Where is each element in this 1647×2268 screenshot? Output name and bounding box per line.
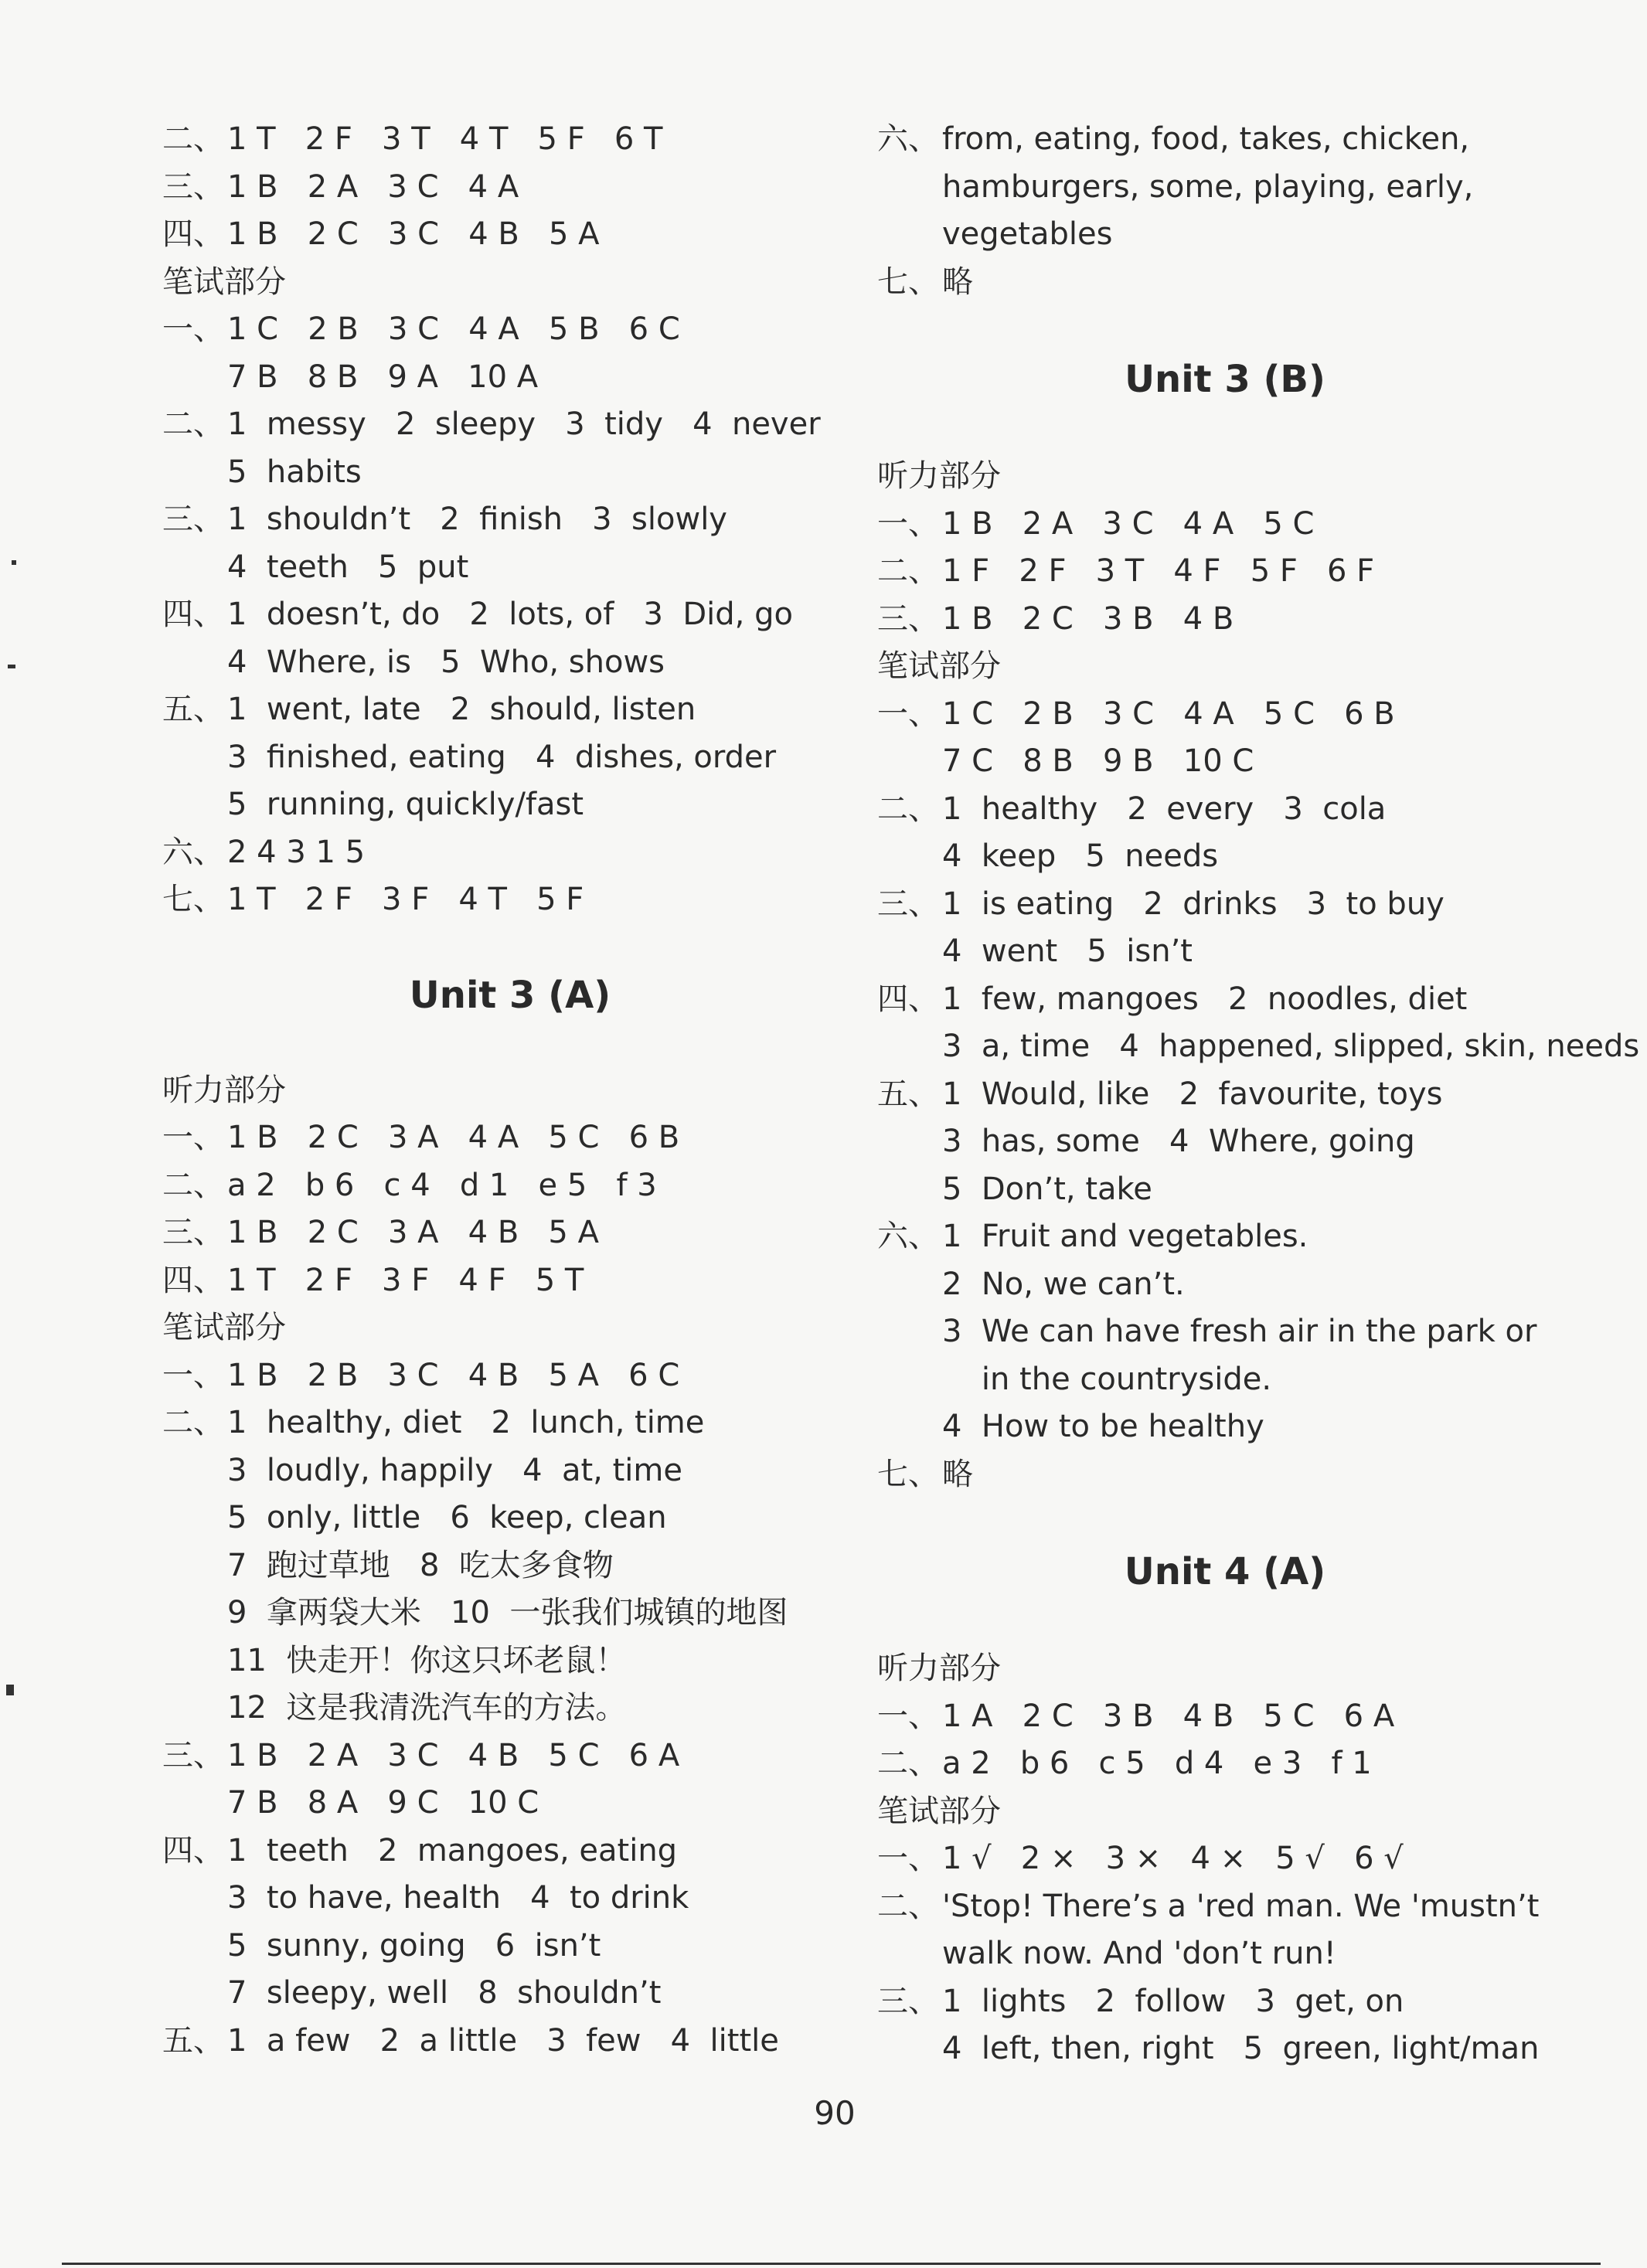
- answer-text: 7 sleepy, well 8 shouldn’t: [227, 1975, 662, 2011]
- answer-line: [162, 1875, 858, 1923]
- question-number: 四、: [162, 1262, 224, 1298]
- answer-line: [162, 1352, 858, 1400]
- answer-line: [877, 1356, 1573, 1404]
- question-number: 三、: [877, 1983, 939, 2019]
- answer-text: 3 finished, eating 4 dishes, order: [227, 739, 777, 775]
- page-number: 90: [814, 2094, 856, 2132]
- answer-text: 1 lights 2 follow 3 get, on: [942, 1983, 1404, 2019]
- answer-text: 1 B 2 C 3 A 4 A 5 C 6 B: [227, 1120, 680, 1155]
- answer-line: [877, 2025, 1573, 2073]
- answer-line: [877, 211, 1573, 259]
- answer-text: from, eating, food, takes, chicken,: [942, 121, 1470, 157]
- scan-mark: [6, 1685, 14, 1695]
- answer-line: [877, 259, 1573, 307]
- answer-line: [162, 1780, 858, 1828]
- unit-title: Unit 4 (A): [1124, 1550, 1326, 1593]
- answer-text: 5 Don’t, take: [942, 1171, 1152, 1207]
- answer-text: 1 C 2 B 3 C 4 A 5 B 6 C: [227, 311, 680, 347]
- answer-line: [877, 501, 1573, 549]
- question-number: 三、: [162, 168, 224, 205]
- section-heading-text: 听力部分: [162, 1072, 286, 1108]
- answer-line: [877, 1118, 1573, 1166]
- answer-text: 7 B 8 A 9 C 10 C: [227, 1785, 539, 1821]
- answer-line: [162, 1732, 858, 1780]
- answer-line: [162, 781, 858, 829]
- answer-text: 11 快走开！你这只坏老鼠！: [227, 1642, 627, 1678]
- answer-text: 3 We can have fresh air in the park or: [942, 1314, 1537, 1349]
- answer-text: 2 4 3 1 5: [227, 834, 366, 870]
- answer-line: [877, 1308, 1573, 1356]
- left-column: [162, 116, 858, 2065]
- answer-line: [162, 544, 858, 592]
- answer-text: 12 这是我清洗汽车的方法。: [227, 1690, 627, 1726]
- answer-line: [162, 1257, 858, 1305]
- answer-line: [162, 1923, 858, 1970]
- answer-text: 1 healthy, diet 2 lunch, time: [227, 1405, 705, 1440]
- answer-line: [162, 354, 858, 402]
- answer-line: [877, 1740, 1573, 1788]
- answer-text: 1 teeth 2 mangoes, eating: [227, 1832, 678, 1868]
- answer-line: [877, 1451, 1573, 1499]
- answer-line: [877, 1261, 1573, 1309]
- answer-text: 3 has, some 4 Where, going: [942, 1124, 1415, 1159]
- answer-text: 4 keep 5 needs: [942, 838, 1219, 874]
- question-number: 一、: [877, 695, 939, 732]
- answer-line: [877, 548, 1573, 596]
- section-heading-text: 听力部分: [877, 458, 1001, 494]
- answer-text: 1 √ 2 × 3 × 4 × 5 √ 6 √: [942, 1841, 1404, 1876]
- answer-text: 7 跑过草地 8 吃太多食物: [227, 1547, 614, 1583]
- answer-line: [162, 1637, 858, 1685]
- question-number: 一、: [162, 311, 224, 347]
- answer-line: [162, 1494, 858, 1542]
- section-heading-text: 笔试部分: [877, 1793, 1001, 1829]
- question-number: 六、: [162, 834, 224, 870]
- section-heading: [877, 453, 1573, 501]
- answer-line: [877, 881, 1573, 929]
- question-number: 五、: [162, 692, 224, 727]
- answer-line: [877, 1883, 1573, 1931]
- answer-text: 7 C 8 B 9 B 10 C: [942, 743, 1254, 779]
- answer-line: [877, 738, 1573, 786]
- answer-text: 1 B 2 B 3 C 4 B 5 A 6 C: [227, 1357, 680, 1393]
- answer-text: 1 T 2 F 3 F 4 F 5 T: [227, 1262, 584, 1298]
- question-number: 二、: [877, 553, 939, 589]
- question-number: 一、: [877, 1698, 939, 1734]
- answer-line: [877, 1693, 1573, 1741]
- question-number: 三、: [877, 886, 939, 922]
- answer-line: [877, 976, 1573, 1024]
- section-heading: [877, 1645, 1573, 1693]
- answer-line: [877, 1930, 1573, 1978]
- answer-text: walk now. And 'don’t run!: [942, 1936, 1336, 1971]
- answer-text: 1 messy 2 sleepy 3 tidy 4 never: [227, 406, 821, 442]
- section-heading-text: 笔试部分: [162, 264, 286, 300]
- question-number: 二、: [162, 1405, 224, 1440]
- answer-line: [162, 639, 858, 687]
- answer-text: 'Stop! There’s a 'red man. We 'mustn’t: [942, 1888, 1540, 1924]
- answer-text: 1 B 2 A 3 C 4 A: [227, 168, 519, 205]
- answer-line: [877, 116, 1573, 164]
- question-number: 二、: [162, 406, 224, 442]
- answer-line: [162, 1162, 858, 1210]
- answer-text: 3 loudly, happily 4 at, time: [227, 1452, 682, 1488]
- question-number: 二、: [877, 1888, 939, 1924]
- answer-text: in the countryside.: [942, 1361, 1272, 1397]
- answer-text: 1 C 2 B 3 C 4 A 5 C 6 B: [942, 695, 1395, 732]
- question-number: 一、: [162, 1120, 224, 1155]
- section-heading-text: 听力部分: [877, 1651, 1001, 1686]
- section-heading-text: 笔试部分: [877, 648, 1001, 684]
- bottom-rule: [62, 2263, 1601, 2265]
- answer-text: a 2 b 6 c 4 d 1 e 5 f 3: [227, 1167, 657, 1203]
- answer-text: 1 few, mangoes 2 noodles, diet: [942, 981, 1468, 1017]
- answer-text: 3 a, time 4 happened, slipped, skin, needs: [942, 1029, 1640, 1064]
- answer-text: 1 B 2 C 3 C 4 B 5 A: [227, 216, 600, 252]
- answer-text: 1 Fruit and vegetables.: [942, 1219, 1308, 1254]
- answer-text: a 2 b 6 c 5 d 4 e 3 f 1: [942, 1746, 1372, 1781]
- answer-line: [162, 1542, 858, 1590]
- answer-line: [877, 833, 1573, 881]
- unit-title: Unit 3 (B): [1125, 358, 1325, 401]
- answer-line: [162, 1590, 858, 1637]
- answer-text: 略: [942, 264, 973, 300]
- answer-text: 4 went 5 isn’t: [942, 933, 1193, 969]
- question-number: 五、: [877, 1076, 939, 1112]
- answer-text: 4 teeth 5 put: [227, 549, 469, 585]
- scan-mark: [12, 560, 16, 565]
- answer-text: 1 doesn’t, do 2 lots, of 3 Did, go: [227, 597, 793, 632]
- answer-line: [162, 164, 858, 212]
- question-number: 七、: [162, 882, 224, 917]
- answer-text: 5 sunny, going 6 isn’t: [227, 1927, 601, 1964]
- question-number: 四、: [162, 1832, 224, 1868]
- answer-text: 5 habits: [227, 454, 362, 490]
- answer-text: 1 T 2 F 3 F 4 T 5 F: [227, 882, 584, 917]
- answer-line: [162, 2018, 858, 2066]
- question-number: 六、: [877, 121, 939, 157]
- question-number: 七、: [877, 1456, 939, 1492]
- answer-text: 1 B 2 C 3 B 4 B: [942, 600, 1234, 637]
- answer-line: [162, 591, 858, 639]
- answer-line: [162, 1828, 858, 1875]
- answer-text: 1 T 2 F 3 T 4 T 5 F 6 T: [227, 121, 663, 157]
- scan-mark: [8, 665, 15, 668]
- question-number: 三、: [877, 600, 939, 637]
- answer-line: [162, 1685, 858, 1732]
- answer-line: [877, 1978, 1573, 2026]
- section-heading: [877, 1788, 1573, 1836]
- answer-text: 4 Where, is 5 Who, shows: [227, 644, 665, 680]
- answer-text: 1 A 2 C 3 B 4 B 5 C 6 A: [942, 1698, 1395, 1734]
- answer-text: 4 left, then, right 5 green, light/man: [942, 2031, 1540, 2066]
- answer-text: 5 only, little 6 keep, clean: [227, 1500, 667, 1535]
- answer-line: [162, 116, 858, 164]
- answer-line: [162, 1209, 858, 1257]
- answer-text: 4 How to be healthy: [942, 1409, 1264, 1444]
- answer-text: 2 No, we can’t.: [942, 1266, 1185, 1302]
- answer-text: 5 running, quickly/fast: [227, 787, 584, 822]
- question-number: 二、: [877, 791, 939, 827]
- answer-line: [877, 1403, 1573, 1451]
- question-number: 一、: [162, 1357, 224, 1393]
- question-number: 四、: [162, 216, 224, 252]
- question-number: 六、: [877, 1219, 939, 1254]
- question-number: 二、: [162, 1167, 224, 1203]
- answer-line: [162, 496, 858, 544]
- answer-text: hamburgers, some, playing, early,: [942, 168, 1474, 205]
- answer-line: [162, 211, 858, 259]
- answer-text: 1 healthy 2 every 3 cola: [942, 791, 1387, 827]
- question-number: 三、: [162, 502, 224, 537]
- question-number: 七、: [877, 264, 939, 300]
- answer-text: 1 went, late 2 should, listen: [227, 692, 696, 727]
- section-heading: [162, 1304, 858, 1352]
- answer-line: [877, 164, 1573, 212]
- answer-text: 1 a few 2 a little 3 few 4 little: [227, 2022, 779, 2059]
- section-heading: [162, 259, 858, 307]
- answer-text: 1 shouldn’t 2 finish 3 slowly: [227, 502, 727, 537]
- answer-line: [877, 1071, 1573, 1119]
- answer-line: [162, 876, 858, 924]
- answer-text: 1 F 2 F 3 T 4 F 5 F 6 F: [942, 553, 1375, 589]
- answer-line: [877, 1166, 1573, 1214]
- answer-text: 1 B 2 A 3 C 4 B 5 C 6 A: [227, 1737, 680, 1773]
- question-number: 四、: [877, 981, 939, 1017]
- question-number: 四、: [162, 597, 224, 632]
- answer-line: [162, 1447, 858, 1495]
- question-number: 三、: [162, 1737, 224, 1773]
- answer-line: [162, 1399, 858, 1447]
- answer-line: [877, 928, 1573, 976]
- answer-line: [162, 449, 858, 497]
- question-number: 二、: [877, 1746, 939, 1781]
- answer-line: [162, 686, 858, 734]
- answer-line: [877, 1023, 1640, 1071]
- answer-line: [877, 1213, 1573, 1261]
- answer-line: [162, 1114, 858, 1162]
- answer-line: [877, 1835, 1573, 1883]
- answer-line: [162, 1970, 858, 2018]
- question-number: 五、: [162, 2022, 224, 2059]
- answer-line: [877, 691, 1573, 739]
- answer-text: 1 is eating 2 drinks 3 to buy: [942, 886, 1445, 922]
- question-number: 二、: [162, 121, 224, 157]
- answer-text: 9 拿两袋大米 10 一张我们城镇的地图: [227, 1595, 788, 1630]
- answer-line: [162, 829, 858, 877]
- answer-text: vegetables: [942, 216, 1113, 252]
- question-number: 一、: [877, 1841, 939, 1876]
- unit-title: Unit 3 (A): [409, 973, 611, 1017]
- question-number: 一、: [877, 505, 939, 542]
- section-heading-text: 笔试部分: [162, 1310, 286, 1345]
- section-heading: [162, 1067, 858, 1115]
- right-column: [877, 116, 1640, 2073]
- answer-text: 1 Would, like 2 favourite, toys: [942, 1076, 1443, 1112]
- answer-line: [162, 401, 858, 449]
- answer-line: [162, 734, 858, 782]
- answer-text: 1 B 2 A 3 C 4 A 5 C: [942, 505, 1315, 542]
- answer-line: [877, 596, 1573, 644]
- answer-line: [877, 786, 1573, 834]
- answer-text: 1 B 2 C 3 A 4 B 5 A: [227, 1215, 599, 1250]
- section-heading: [877, 643, 1573, 691]
- answer-text: 3 to have, health 4 to drink: [227, 1880, 689, 1916]
- question-number: 三、: [162, 1215, 224, 1250]
- answer-text: 7 B 8 B 9 A 10 A: [227, 359, 539, 395]
- answer-line: [162, 306, 858, 354]
- answer-text: 略: [942, 1456, 973, 1492]
